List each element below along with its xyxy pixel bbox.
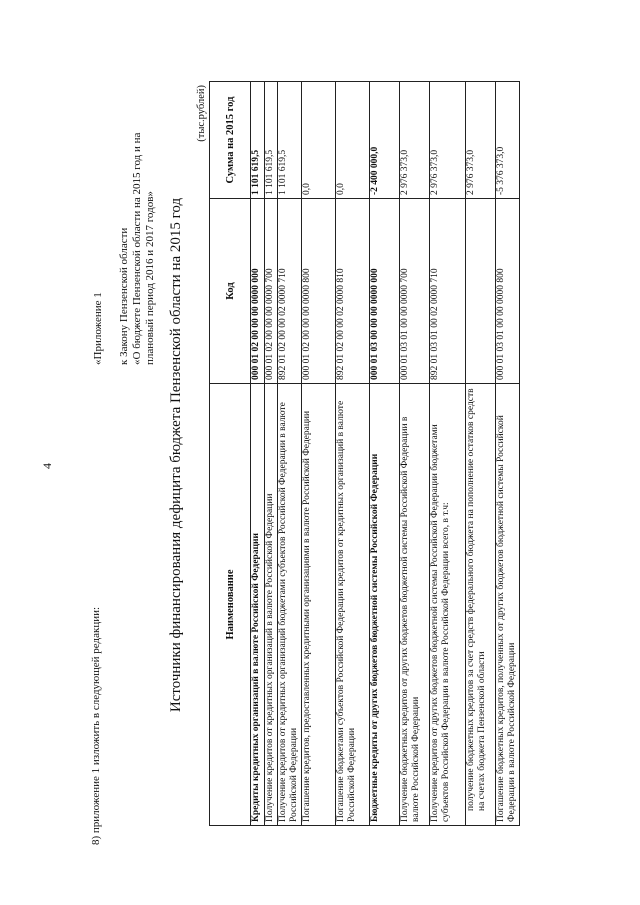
row-code: 892 01 03 01 00 02 0000 710 bbox=[430, 199, 466, 384]
row-name: Получение кредитов от кредитных организаций бюджетами субъектов Российской Федерации в валюте Российской Федерации bbox=[278, 384, 302, 826]
row-code: 000 01 02 00 00 00 0000 000 bbox=[251, 199, 265, 384]
row-name: Получение кредитов от кредитных организаций в валюте Российской Федерации bbox=[265, 384, 278, 826]
row-name: Погашение бюджетами субъектов Российской Федерации кредитов от кредитных организаций в валюте Российской Федерации bbox=[336, 384, 370, 826]
row-code: 000 01 03 01 00 00 0000 700 bbox=[400, 199, 430, 384]
row-amount: -2 400 000,0 bbox=[370, 82, 400, 199]
row-name: Погашение кредитов, предоставленных кредитными организациями в валюте Российской Федерации bbox=[302, 384, 336, 826]
row-name: получение бюджетных кредитов за счет средств федерального бюджета на пополнение остатков средств на счетах бюджета Пензенской области bbox=[466, 384, 496, 826]
appendix-header bbox=[92, 65, 157, 365]
table-row bbox=[302, 82, 336, 826]
row-amount: 2 976 373,0 bbox=[400, 82, 430, 199]
row-amount: 0,0 bbox=[336, 82, 370, 199]
table-header-row bbox=[210, 82, 251, 826]
table-row bbox=[496, 82, 520, 826]
appendix-line-1: «Приложение 1 bbox=[92, 292, 104, 365]
row-amount: 1 101 619,5 bbox=[265, 82, 278, 199]
table-row bbox=[370, 82, 400, 826]
table-row bbox=[251, 82, 265, 826]
units-label: (тыс.рублей) bbox=[196, 85, 207, 142]
financing-table bbox=[209, 81, 520, 826]
row-code bbox=[466, 199, 496, 384]
appendix-line-2: к Закону Пензенской области bbox=[118, 227, 130, 365]
row-name: Погашение бюджетных кредитов, полученных от других бюджетов бюджетной системы Российской Федерации в валюте Российской Федерации bbox=[496, 384, 520, 826]
row-amount: -5 376 373,0 bbox=[496, 82, 520, 199]
row-name: Бюджетные кредиты от других бюджетов бюджетной системы Российской Федерации bbox=[370, 384, 400, 826]
row-code: 000 01 03 00 00 00 0000 000 bbox=[370, 199, 400, 384]
row-code: 000 01 03 01 00 00 0000 800 bbox=[496, 199, 520, 384]
table-row bbox=[466, 82, 496, 826]
appendix-line-3: «О бюджете Пензенской области на 2015 год и на bbox=[131, 132, 143, 365]
header-amount: Сумма на 2015 год bbox=[210, 82, 251, 199]
row-code: 892 01 02 00 00 02 0000 710 bbox=[278, 199, 302, 384]
table-row bbox=[400, 82, 430, 826]
appendix-line-4: плановый период 2016 и 2017 годов» bbox=[144, 191, 156, 365]
row-amount: 2 976 373,0 bbox=[466, 82, 496, 199]
document-title: Источники финансирования дефицита бюджета Пензенской области на 2015 год bbox=[168, 197, 184, 713]
row-name: Получение кредитов от других бюджетов бюджетной системы Российской Федерации бюджетами субъектов Российской Федерации в валюте Российской Федерации всего, в т.ч: bbox=[430, 384, 466, 826]
table-row bbox=[265, 82, 278, 826]
page-number: 4 bbox=[40, 463, 54, 469]
row-amount: 1 101 619,5 bbox=[251, 82, 265, 199]
table-row bbox=[430, 82, 466, 826]
row-name: Кредиты кредитных организаций в валюте Российской Федерации bbox=[251, 384, 265, 826]
intro-text: 8) приложение 1 изложить в следующей редакции: bbox=[90, 606, 102, 845]
table-row bbox=[278, 82, 302, 826]
row-name: Получение бюджетных кредитов от других бюджетов бюджетной системы Российской Федерации в валюте Российской Федерации bbox=[400, 384, 430, 826]
row-amount: 1 101 619,5 bbox=[278, 82, 302, 199]
header-code: Код bbox=[210, 199, 251, 384]
header-name: Наименование bbox=[210, 384, 251, 826]
row-amount: 0,0 bbox=[302, 82, 336, 199]
row-amount: 2 976 373,0 bbox=[430, 82, 466, 199]
row-code: 000 01 02 00 00 00 0000 800 bbox=[302, 199, 336, 384]
row-code: 892 01 02 00 00 02 0000 810 bbox=[336, 199, 370, 384]
row-code: 000 01 02 00 00 00 0000 700 bbox=[265, 199, 278, 384]
table-row bbox=[336, 82, 370, 826]
